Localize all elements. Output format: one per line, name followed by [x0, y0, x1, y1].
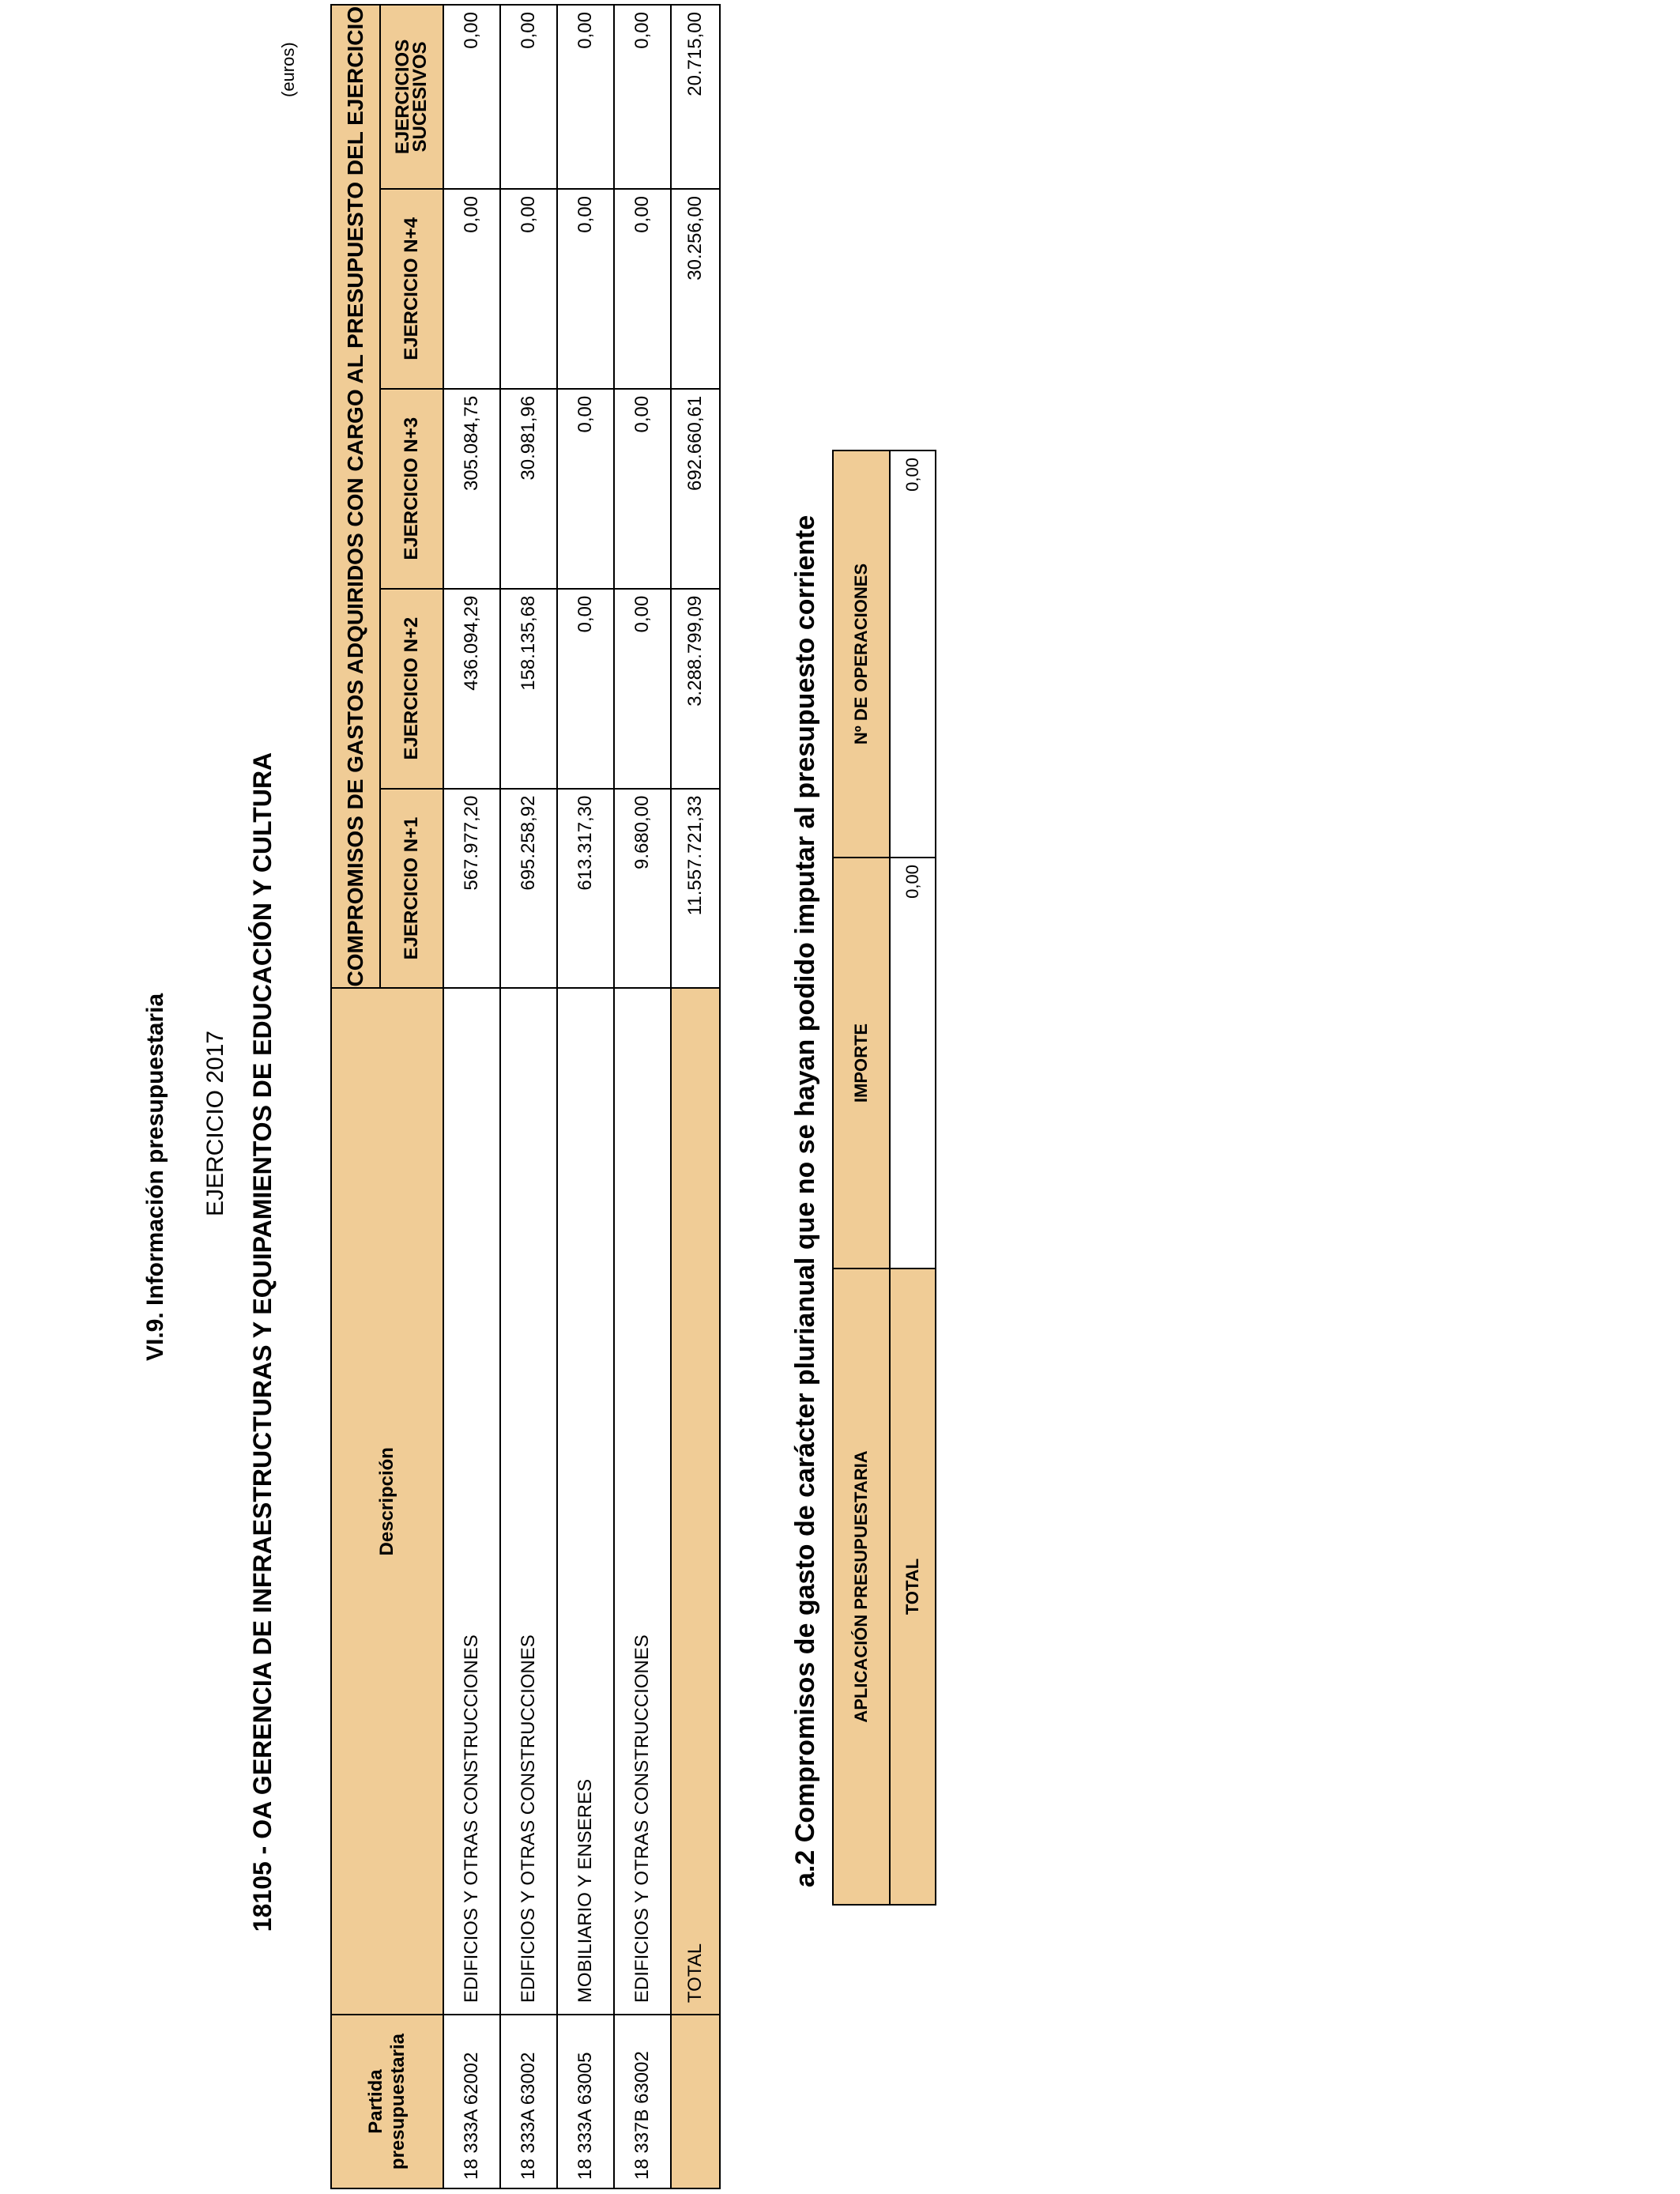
total-row — [671, 5, 720, 2188]
row-sucesivos: 0,00 — [500, 5, 557, 189]
header-n4: EJERCICIO N+4 — [380, 189, 443, 389]
table-row — [443, 5, 500, 2188]
row-descripcion: EDIFICIOS Y OTRAS CONSTRUCCIONES — [500, 988, 557, 2015]
row-descripcion: EDIFICIOS Y OTRAS CONSTRUCCIONES — [614, 988, 671, 2015]
row-n1: 695.258,92 — [500, 789, 557, 989]
header-n1: EJERCICIO N+1 — [380, 789, 443, 989]
row-n2: 0,00 — [614, 589, 671, 789]
row-n4: 0,00 — [557, 189, 614, 389]
total-row — [890, 450, 936, 1905]
entity-title — [248, 0, 277, 2194]
table-row — [557, 5, 614, 2188]
row-n2: 436.094,29 — [443, 589, 500, 789]
unit-label: (euros) — [278, 42, 298, 97]
row-partida: 18 333A 63002 — [500, 2015, 557, 2188]
total-sucesivos: 20.715,00 — [671, 5, 720, 189]
header-aplicacion: APLICACIÓN PRESUPUESTARIA — [833, 1269, 890, 1905]
table-row — [614, 5, 671, 2188]
row-n4: 0,00 — [500, 189, 557, 389]
row-n1: 613.317,30 — [557, 789, 614, 989]
header-n3: EJERCICIO N+3 — [380, 389, 443, 589]
total-n1: 11.557.721,33 — [671, 789, 720, 989]
total-n2: 3.288.799,09 — [671, 589, 720, 789]
row-descripcion: MOBILIARIO Y ENSERES — [557, 988, 614, 2015]
row-n2: 0,00 — [557, 589, 614, 789]
page-title: VI.9. Información presupuestaria — [142, 993, 168, 1361]
header-group: COMPROMISOS DE GASTOS ADQUIRIDOS CON CARGO AL PRESUPUESTO DEL EJERCICIO — [331, 5, 380, 988]
row-n2: 158.135,68 — [500, 589, 557, 789]
table-row — [500, 5, 557, 2188]
row-partida: 18 333A 62002 — [443, 2015, 500, 2188]
row-partida: 18 333A 63005 — [557, 2015, 614, 2188]
exercise-title: EJERCICIO 2017 — [202, 1030, 228, 1216]
uncharged-commitments-table — [832, 450, 936, 1906]
row-n1: 567.977,20 — [443, 789, 500, 989]
total-operaciones: 0,00 — [890, 450, 936, 858]
total-n4: 30.256,00 — [671, 189, 720, 389]
row-n1: 9.680,00 — [614, 789, 671, 989]
total-label: TOTAL — [671, 988, 720, 2015]
header-importe: IMPORTE — [833, 858, 890, 1269]
header-operaciones: Nº DE OPERACIONES — [833, 450, 890, 858]
row-sucesivos: 0,00 — [614, 5, 671, 189]
entity-title-text: 18105 - OA GERENCIA DE INFRAESTRUCTURAS Y EQUIPAMIENTOS DE EDUCACIÓN Y CULTURA — [248, 752, 277, 1932]
commitments-table — [330, 4, 721, 2189]
header-partida: Partida presupuestaria — [331, 2015, 443, 2188]
row-n4: 0,00 — [443, 189, 500, 389]
total-n3: 692.660,61 — [671, 389, 720, 589]
row-n3: 30.981,96 — [500, 389, 557, 589]
row-descripcion: EDIFICIOS Y OTRAS CONSTRUCCIONES — [443, 988, 500, 2015]
row-partida: 18 337B 63002 — [614, 2015, 671, 2188]
row-n3: 305.084,75 — [443, 389, 500, 589]
row-sucesivos: 0,00 — [443, 5, 500, 189]
header-sucesivos: EJERCICIOS SUCESIVOS — [380, 5, 443, 189]
row-sucesivos: 0,00 — [557, 5, 614, 189]
total-label: TOTAL — [890, 1269, 936, 1905]
row-n4: 0,00 — [614, 189, 671, 389]
section-a2-heading: a.2 Compromisos de gasto de carácter plurianual que no se hayan podido imputar al presupuesto corriente — [790, 515, 820, 1887]
row-n3: 0,00 — [557, 389, 614, 589]
header-descripcion: Descripción — [331, 988, 443, 2015]
row-n3: 0,00 — [614, 389, 671, 589]
total-importe: 0,00 — [890, 858, 936, 1269]
header-n2: EJERCICIO N+2 — [380, 589, 443, 789]
total-blank — [671, 2015, 720, 2188]
